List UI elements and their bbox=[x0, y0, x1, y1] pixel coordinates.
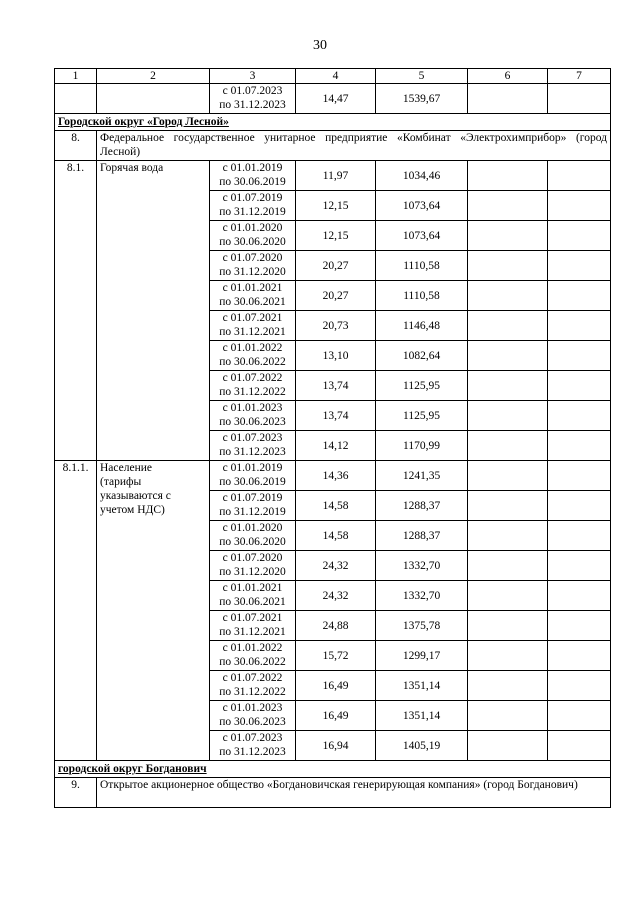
value-cell: 1073,64 bbox=[376, 221, 468, 251]
value-cell: 16,49 bbox=[296, 701, 376, 731]
empty-cell bbox=[468, 311, 548, 341]
value-cell: 14,58 bbox=[296, 521, 376, 551]
empty-cell bbox=[548, 401, 611, 431]
service-name: Население (тарифы указываются с учетом НДС) bbox=[97, 461, 210, 761]
period-cell: с 01.07.2022 по 31.12.2022 bbox=[210, 371, 296, 401]
value-cell: 24,32 bbox=[296, 551, 376, 581]
empty-cell bbox=[548, 461, 611, 491]
empty-cell bbox=[548, 311, 611, 341]
organization-row bbox=[55, 131, 611, 161]
value-cell: 1146,48 bbox=[376, 311, 468, 341]
table-row bbox=[55, 161, 611, 191]
value-cell: 1351,14 bbox=[376, 701, 468, 731]
value-cell: 1405,19 bbox=[376, 731, 468, 761]
value-cell: 1110,58 bbox=[376, 281, 468, 311]
period-cell: с 01.01.2019 по 30.06.2019 bbox=[210, 161, 296, 191]
section-heading-lesnoy: Городской округ «Город Лесной» bbox=[55, 114, 611, 131]
value-cell: 1351,14 bbox=[376, 671, 468, 701]
period-cell: с 01.07.2022 по 31.12.2022 bbox=[210, 671, 296, 701]
page-number: 30 bbox=[313, 38, 327, 53]
value-cell: 15,72 bbox=[296, 641, 376, 671]
tariff-table bbox=[54, 68, 611, 808]
period-cell: с 01.07.2019 по 31.12.2019 bbox=[210, 191, 296, 221]
period-cell: с 01.07.2023 по 31.12.2023 bbox=[210, 431, 296, 461]
value-cell: 13,74 bbox=[296, 371, 376, 401]
value-cell: 14,47 bbox=[296, 84, 376, 114]
value-cell: 1288,37 bbox=[376, 491, 468, 521]
empty-cell bbox=[548, 671, 611, 701]
empty-cell bbox=[548, 161, 611, 191]
period-cell: с 01.01.2022 по 30.06.2022 bbox=[210, 641, 296, 671]
item-number: 8.1.1. bbox=[55, 461, 97, 761]
column-header: 5 bbox=[376, 69, 468, 84]
period-cell: с 01.01.2023 по 30.06.2023 bbox=[210, 701, 296, 731]
value-cell: 1125,95 bbox=[376, 401, 468, 431]
empty-cell bbox=[548, 221, 611, 251]
section-heading-bogdanovich: городской округ Богданович bbox=[55, 761, 611, 778]
section-heading-row bbox=[55, 761, 611, 778]
period-cell: с 01.07.2021 по 31.12.2021 bbox=[210, 611, 296, 641]
empty-cell bbox=[548, 491, 611, 521]
value-cell: 1288,37 bbox=[376, 521, 468, 551]
empty-cell bbox=[548, 551, 611, 581]
value-cell: 20,73 bbox=[296, 311, 376, 341]
column-header: 7 bbox=[548, 69, 611, 84]
column-header-row bbox=[55, 69, 611, 84]
period-cell: с 01.01.2019 по 30.06.2019 bbox=[210, 461, 296, 491]
empty-cell bbox=[468, 731, 548, 761]
value-cell: 1110,58 bbox=[376, 251, 468, 281]
value-cell: 14,12 bbox=[296, 431, 376, 461]
period-cell: с 01.07.2020 по 31.12.2020 bbox=[210, 251, 296, 281]
table-row bbox=[55, 84, 611, 114]
value-cell: 1332,70 bbox=[376, 581, 468, 611]
empty-cell bbox=[548, 731, 611, 761]
empty-cell bbox=[468, 461, 548, 491]
item-number: 9. bbox=[55, 778, 97, 808]
column-header: 2 bbox=[97, 69, 210, 84]
value-cell: 1539,67 bbox=[376, 84, 468, 114]
empty-cell bbox=[468, 701, 548, 731]
value-cell: 14,36 bbox=[296, 461, 376, 491]
value-cell: 24,32 bbox=[296, 581, 376, 611]
empty-cell bbox=[468, 401, 548, 431]
empty-cell bbox=[468, 161, 548, 191]
organization-name: Открытое акционерное общество «Богдановичская генерирующая компания» (город Богданович) bbox=[97, 778, 611, 808]
empty-cell bbox=[548, 611, 611, 641]
value-cell: 1073,64 bbox=[376, 191, 468, 221]
value-cell: 1241,35 bbox=[376, 461, 468, 491]
value-cell: 16,49 bbox=[296, 671, 376, 701]
empty-cell bbox=[468, 221, 548, 251]
period-cell: с 01.07.2019 по 31.12.2019 bbox=[210, 491, 296, 521]
item-number: 8.1. bbox=[55, 161, 97, 461]
empty-cell bbox=[548, 191, 611, 221]
period-cell: с 01.07.2023 по 31.12.2023 bbox=[210, 731, 296, 761]
period-cell: с 01.01.2021 по 30.06.2021 bbox=[210, 581, 296, 611]
item-number: 8. bbox=[55, 131, 97, 161]
period-cell: с 01.07.2020 по 31.12.2020 bbox=[210, 551, 296, 581]
empty-cell bbox=[548, 341, 611, 371]
value-cell: 1299,17 bbox=[376, 641, 468, 671]
empty-cell bbox=[548, 281, 611, 311]
value-cell: 1125,95 bbox=[376, 371, 468, 401]
empty-cell bbox=[468, 491, 548, 521]
value-cell: 1375,78 bbox=[376, 611, 468, 641]
value-cell: 13,10 bbox=[296, 341, 376, 371]
empty-cell bbox=[468, 341, 548, 371]
value-cell: 24,88 bbox=[296, 611, 376, 641]
empty-cell bbox=[548, 251, 611, 281]
empty-cell bbox=[468, 551, 548, 581]
value-cell: 13,74 bbox=[296, 401, 376, 431]
table-row bbox=[55, 461, 611, 491]
value-cell: 1082,64 bbox=[376, 341, 468, 371]
period-cell: с 01.01.2021 по 30.06.2021 bbox=[210, 281, 296, 311]
empty-cell bbox=[548, 581, 611, 611]
empty-cell bbox=[468, 431, 548, 461]
period-cell: с 01.01.2020 по 30.06.2020 bbox=[210, 221, 296, 251]
value-cell: 1034,46 bbox=[376, 161, 468, 191]
column-header: 3 bbox=[210, 69, 296, 84]
empty-cell bbox=[468, 641, 548, 671]
value-cell: 12,15 bbox=[296, 191, 376, 221]
value-cell: 1332,70 bbox=[376, 551, 468, 581]
period-cell: с 01.01.2022 по 30.06.2022 bbox=[210, 341, 296, 371]
period-cell: с 01.01.2023 по 30.06.2023 bbox=[210, 401, 296, 431]
empty-cell bbox=[468, 521, 548, 551]
empty-cell bbox=[468, 191, 548, 221]
column-header: 6 bbox=[468, 69, 548, 84]
value-cell: 20,27 bbox=[296, 281, 376, 311]
value-cell: 14,58 bbox=[296, 491, 376, 521]
value-cell: 12,15 bbox=[296, 221, 376, 251]
empty-cell bbox=[548, 371, 611, 401]
organization-name: Федеральное государственное унитарное предприятие «Комбинат «Электрохимприбор» (город Лесной) bbox=[97, 131, 611, 161]
organization-row bbox=[55, 778, 611, 808]
column-header: 1 bbox=[55, 69, 97, 84]
empty-cell bbox=[468, 371, 548, 401]
section-heading-row bbox=[55, 114, 611, 131]
value-cell: 1170,99 bbox=[376, 431, 468, 461]
column-header: 4 bbox=[296, 69, 376, 84]
value-cell: 11,97 bbox=[296, 161, 376, 191]
value-cell: 16,94 bbox=[296, 731, 376, 761]
empty-cell bbox=[468, 611, 548, 641]
value-cell: 20,27 bbox=[296, 251, 376, 281]
period-cell: с 01.07.2021 по 31.12.2021 bbox=[210, 311, 296, 341]
empty-cell bbox=[468, 281, 548, 311]
empty-cell bbox=[548, 521, 611, 551]
period-cell: с 01.07.2023 по 31.12.2023 bbox=[210, 84, 296, 114]
empty-cell bbox=[548, 641, 611, 671]
empty-cell bbox=[468, 671, 548, 701]
service-name: Горячая вода bbox=[97, 161, 210, 461]
empty-cell bbox=[548, 431, 611, 461]
empty-cell bbox=[468, 581, 548, 611]
period-cell: с 01.01.2020 по 30.06.2020 bbox=[210, 521, 296, 551]
empty-cell bbox=[548, 701, 611, 731]
empty-cell bbox=[468, 251, 548, 281]
